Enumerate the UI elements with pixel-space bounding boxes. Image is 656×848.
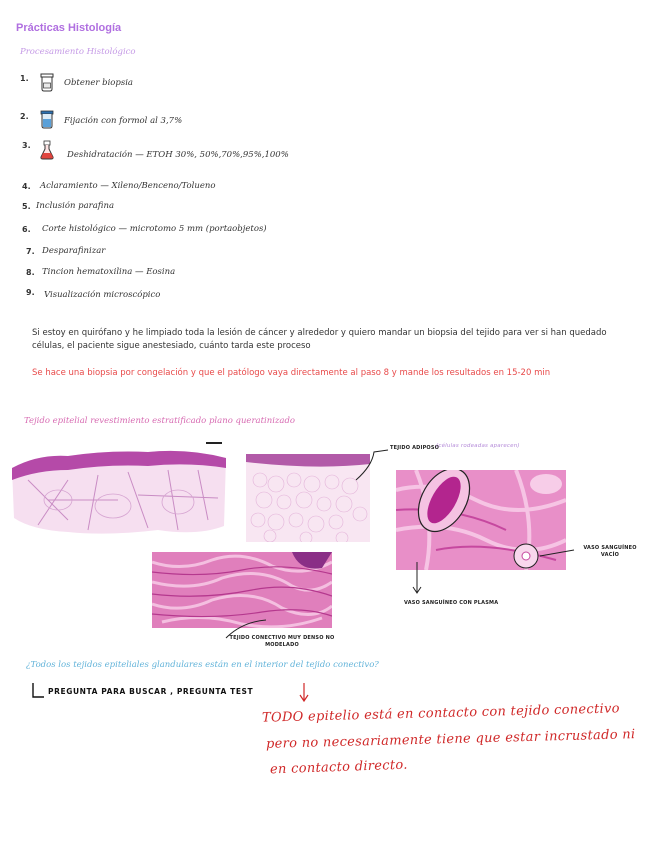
question-text: Si estoy en quirófano y he limpiado toda la lesión de cáncer y alrededor y quiero mandar un biopsia del tejido para ver si han quedado células, el paciente sigue anestesiado, cuánto tarda este proceso xyxy=(32,328,607,351)
step-number: 4. xyxy=(22,182,31,191)
step-number: 1. xyxy=(20,74,29,83)
histology-image-connective xyxy=(152,552,332,628)
annotation-connective: TEJIDO CONECTIVO MUY DENSO NO MODELADO xyxy=(229,635,335,648)
question-2-text: ¿Todos los tejidos epiteliales glandulares están en el interior del tejido conectivo? xyxy=(26,660,379,670)
annotation-vessel-plasma: VASO SANGUÍNEO CON PLASMA xyxy=(404,600,499,606)
answer-text: Se hace una biopsia por congelación y que el patólogo vaya directamente al paso 8 y mande los resultados en 15-20 min xyxy=(32,368,551,378)
step-text: Aclaramiento — Xileno/Benceno/Tolueno xyxy=(40,181,216,191)
step-number: 7. xyxy=(26,247,35,256)
arrow-down-icon xyxy=(410,562,424,596)
step-number: 9. xyxy=(26,288,35,297)
red-answer-line-2: pero no necesariamente tiene que estar incrustado ni xyxy=(265,727,636,752)
annotation-adipose-note: (células rodeadas aparecen) xyxy=(436,443,520,449)
red-answer-line-1: TODO epitelio está en contacto con tejido conectivo xyxy=(261,701,620,726)
step-text: Visualización microscópico xyxy=(44,290,161,300)
step-text: Deshidratación — ETOH 30%, 50%,70%,95%,100% xyxy=(67,150,289,160)
step-number: 2. xyxy=(20,112,29,121)
note-question-test: PREGUNTA PARA BUSCAR , PREGUNTA TEST xyxy=(48,687,254,696)
step-number: 8. xyxy=(26,268,35,277)
step-text: Desparafinizar xyxy=(42,246,106,256)
flask-icon xyxy=(38,140,56,160)
annotation-vessel-empty: VASO SANGUÍNEO VACÍO xyxy=(583,545,637,558)
red-arrow-icon xyxy=(298,682,310,704)
annotation-line xyxy=(352,448,392,484)
step-number: 3. xyxy=(22,141,31,150)
step-text: Tincion hematoxilina — Eosina xyxy=(42,267,176,277)
step-text: Obtener biopsia xyxy=(64,78,133,88)
annotation-adipose: TEJIDO ADIPOSO xyxy=(390,445,440,451)
beaker-icon xyxy=(38,109,56,129)
page-title: Prácticas Histología xyxy=(16,22,122,34)
page-subtitle: Procesamiento Histológico xyxy=(20,47,136,57)
section-title: Tejido epitelial revestimiento estratificado plano queratinizado xyxy=(24,416,296,426)
histology-image-epidermis xyxy=(8,440,230,540)
bracket-arrow-icon xyxy=(30,682,46,700)
annotation-line xyxy=(538,546,578,562)
jar-icon xyxy=(38,72,56,92)
step-text: Fijación con formol al 3,7% xyxy=(64,116,183,126)
step-number: 5. xyxy=(22,202,31,211)
step-text: Inclusión parafina xyxy=(36,201,115,211)
step-number: 6. xyxy=(22,225,31,234)
step-text: Corte histológico — microtomo 5 mm (portaobjetos) xyxy=(42,224,267,234)
red-answer-line-3: en contacto directo. xyxy=(269,757,408,778)
